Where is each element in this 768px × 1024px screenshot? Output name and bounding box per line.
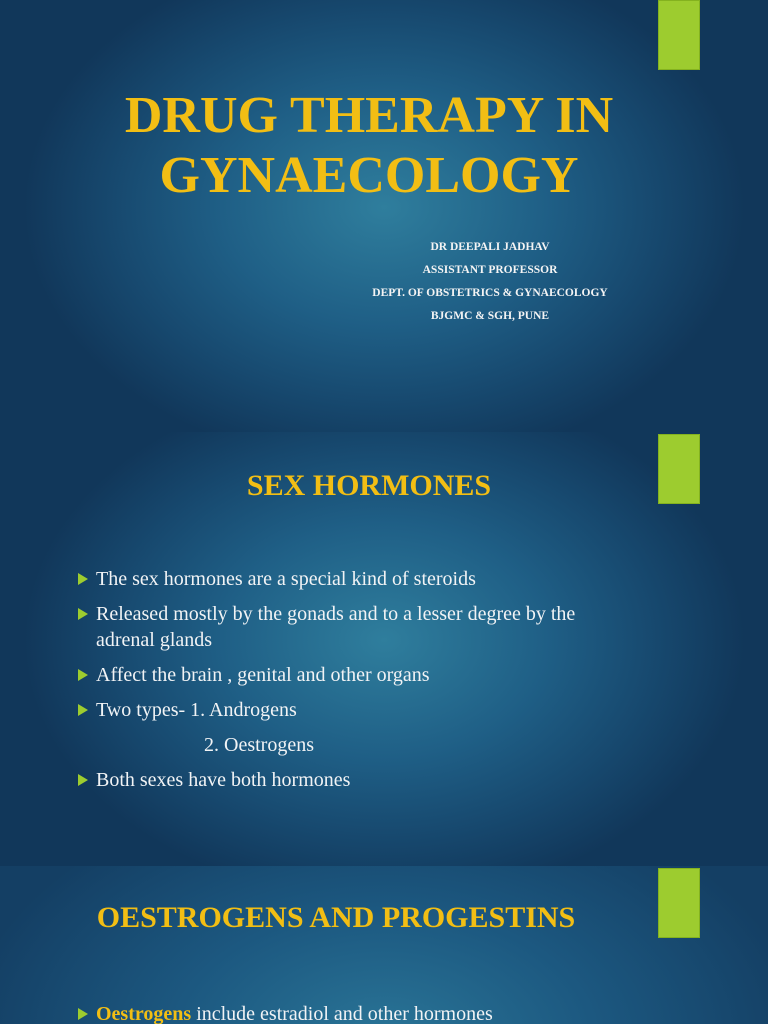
slide-oestrogens-progestins [0,866,768,1024]
title-line-2: GYNAECOLOGY [159,147,579,204]
author-name: DR DEEPALI JADHAV [430,241,550,253]
green-accent-bar [658,0,700,70]
slide-title [0,0,768,432]
bullet-text: Two types- 1. Androgens [96,699,297,721]
bullet-arrow-icon [78,608,88,620]
bullet-arrow-icon [78,669,88,681]
bullet-text: Released mostly by the gonads and to a lesser degree by the adrenal glands [96,603,576,651]
author-department: DEPT. OF OBSTETRICS & GYNAECOLOGY [372,287,608,299]
title-line-1: DRUG THERAPY IN [124,87,614,144]
bullet-list [78,1001,638,1024]
slide-heading: OESTROGENS AND PROGESTINS [96,901,576,934]
bullet-arrow-icon [78,1008,88,1020]
bullet-text: include estradiol and other hormones [191,1003,493,1024]
list-item [78,697,638,723]
bullet-arrow-icon [78,774,88,786]
list-item [78,1001,638,1024]
bullet-text: Affect the brain , genital and other organs [96,664,430,686]
highlight-term: Oestrogens [96,1003,192,1024]
bullet-arrow-icon [78,704,88,716]
author-role: ASSISTANT PROFESSOR [422,264,558,276]
bullet-text: Both sexes have both hormones [96,769,351,791]
bullet-text: The sex hormones are a special kind of steroids [96,568,476,590]
bullet-text: 2. Oestrogens [204,734,314,756]
list-item [78,767,638,793]
list-item [78,601,638,653]
author-institution: BJGMC & SGH, PUNE [430,310,550,322]
presentation-title [40,86,698,206]
bullet-list [78,566,638,802]
slide-sex-hormones [0,432,768,866]
list-item [78,662,638,688]
slide-heading: SEX HORMONES [246,469,492,502]
list-item-continuation [78,732,638,758]
bullet-arrow-icon [78,573,88,585]
author-byline [260,236,720,328]
list-item [78,566,638,592]
